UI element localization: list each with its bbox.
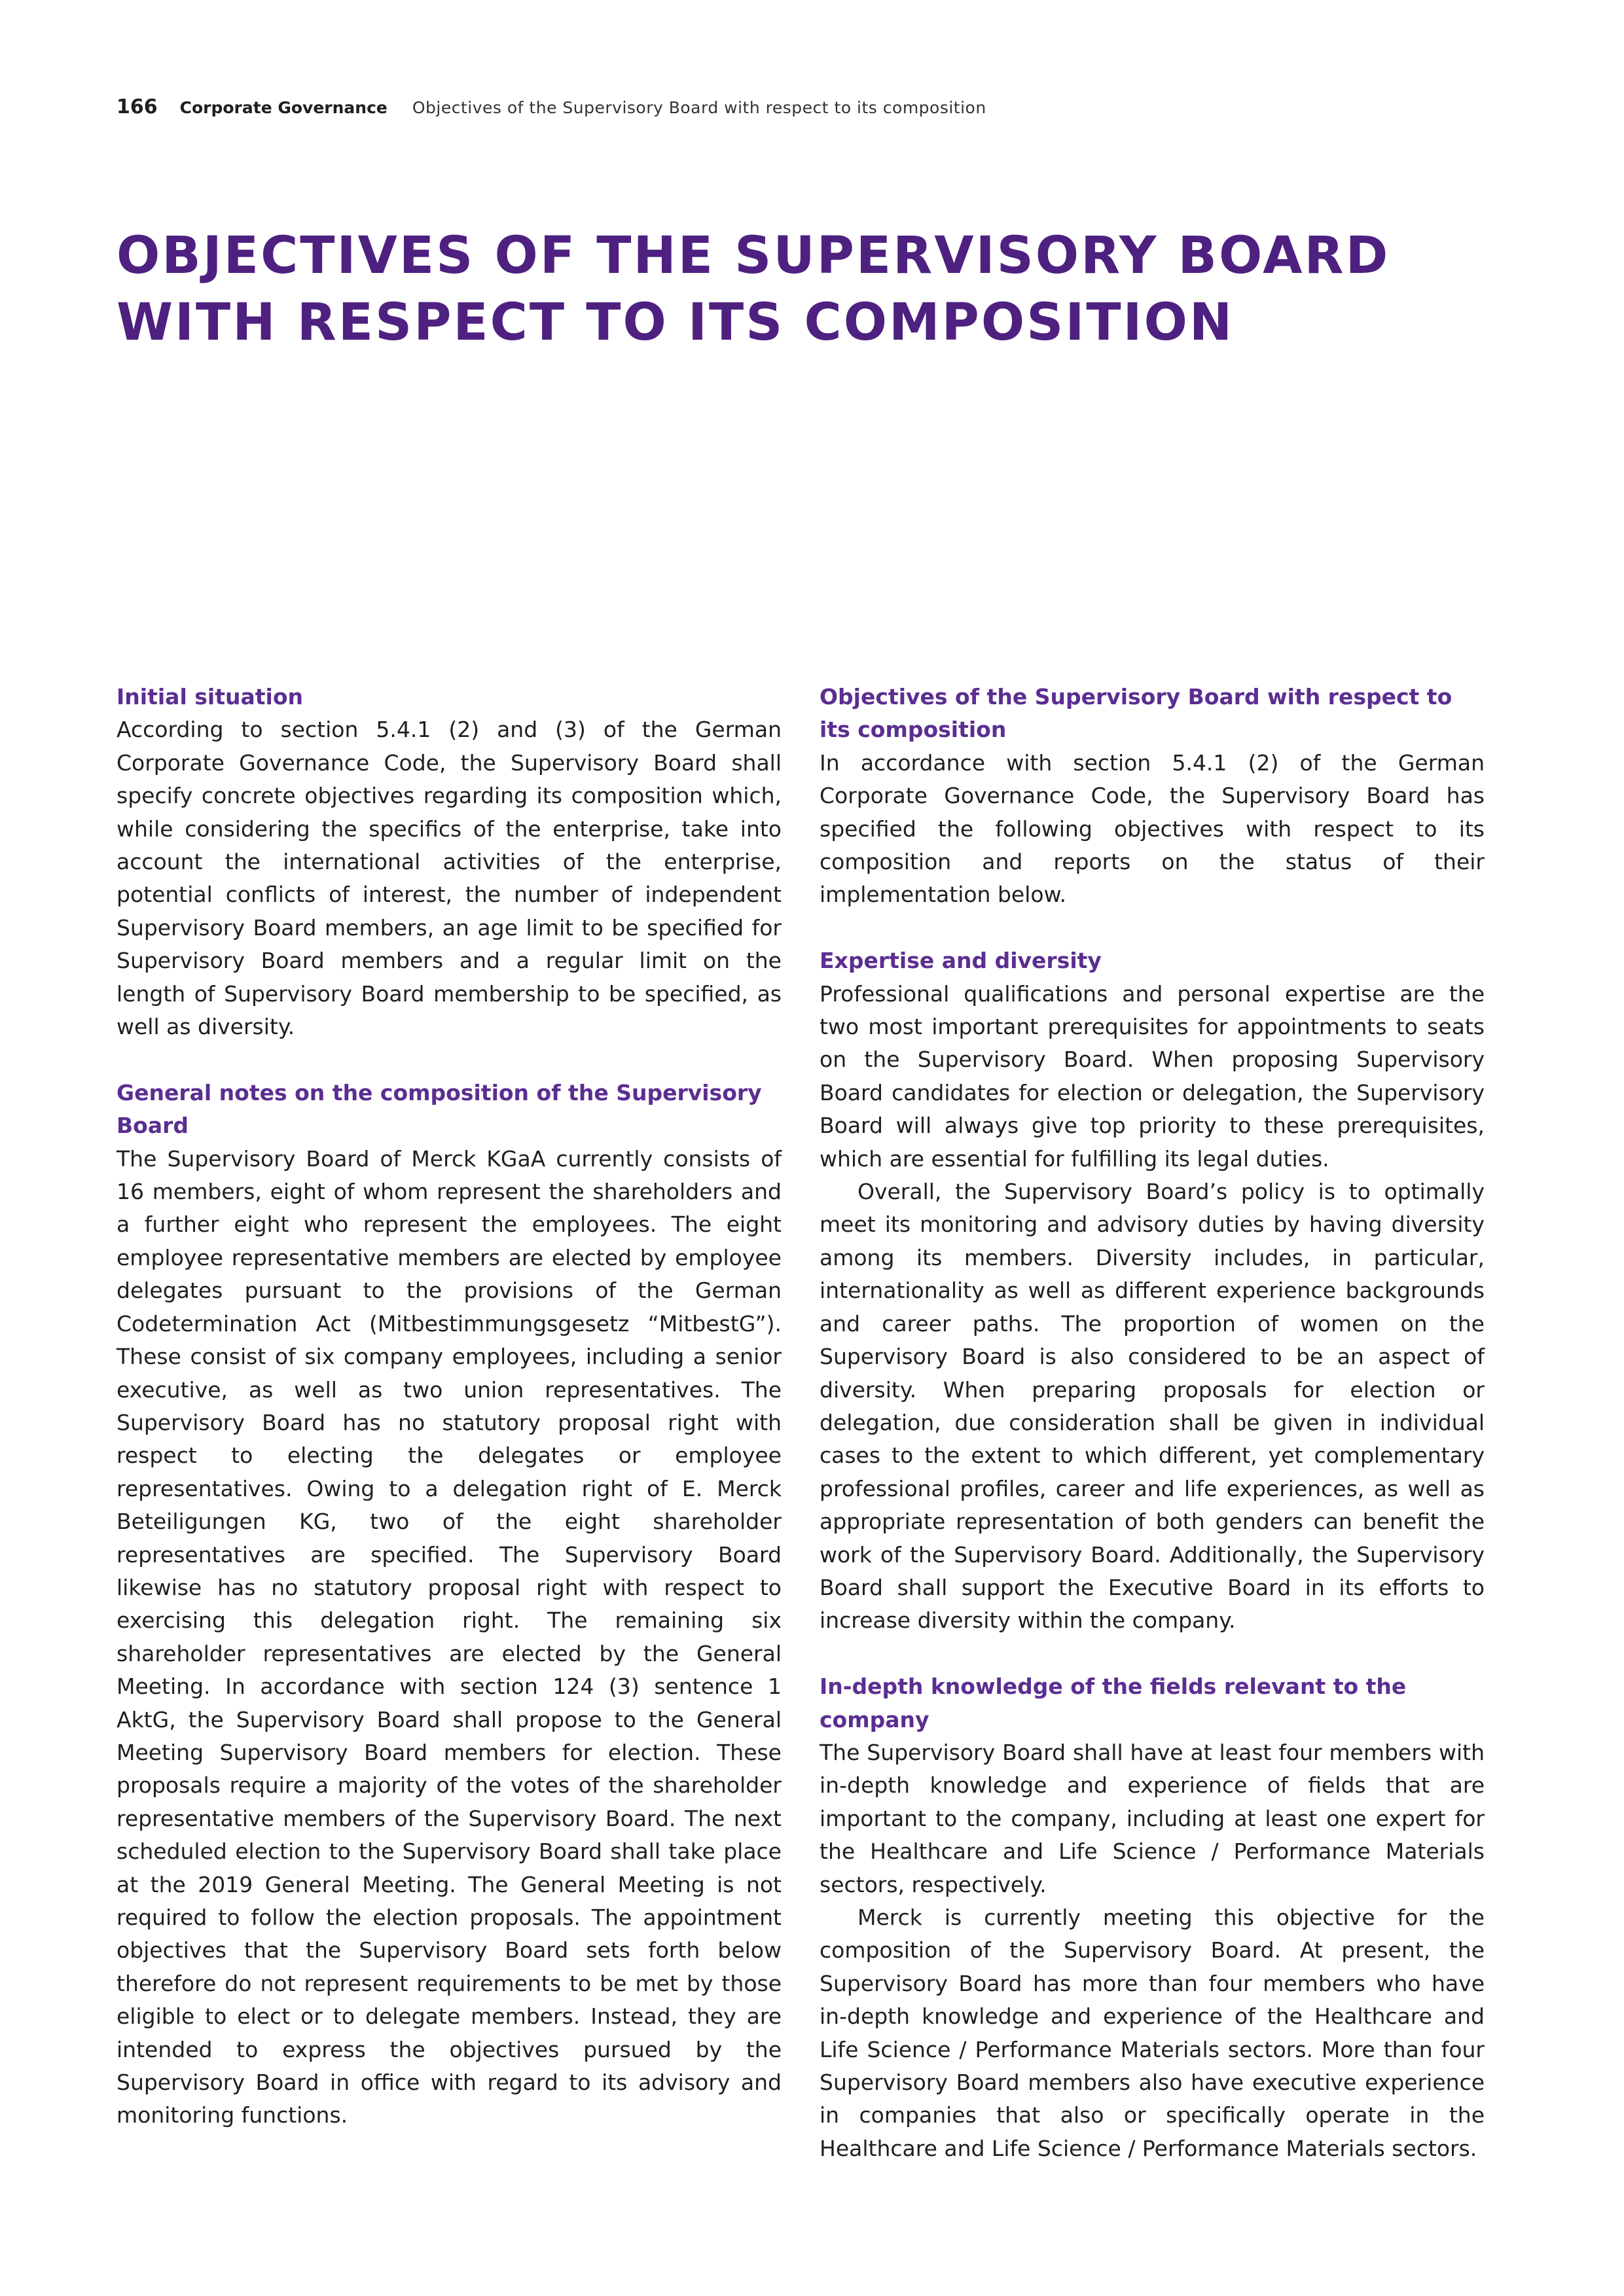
heading-objectives: Objectives of the Supervisory Board with respect to its composition xyxy=(820,684,1453,743)
heading-initial-situation: Initial situation xyxy=(117,684,303,709)
spacer xyxy=(820,912,1485,944)
spacer xyxy=(820,1638,1485,1670)
paragraph-expertise: Professional qualifications and personal expertise are the two most important prerequisites for appointments to seats on the Supervisory Board. When proposing Supervisory Board candidates for election or delegation, the Supervisory Board will always give top priority to these prerequisites, which are essential for fulfilling its legal duties. xyxy=(820,980,1485,1172)
section-topic: Objectives of the Supervisory Board with respect to its composition xyxy=(412,98,986,117)
paragraph-initial-situation: According to section 5.4.1 (2) and (3) of the German Corporate Governance Code, the Supervisory Board shall specify concrete objectives regarding its composition which, while considering the specifics of the enterprise, take into account the international activities of the enterprise, potential conflicts of interest, the number of independent Supervisory Board members, an age limit to be specified for Supervisory Board members and a regular limit on the length of Supervisory Board membership to be specified, as well as diversity. xyxy=(117,717,782,1040)
right-column xyxy=(820,681,1485,2165)
paragraph-knowledge-status: Merck is currently meeting this objective for the composition of the Supervisory Board. At present, the Supervisory Board has more than four members who have in-depth knowledge and experience of the Healthcare and Life Science / Performance Materials sectors. More than four Supervisory Board members also have executive experience in companies that also or specifically operate in the Healthcare and Life Science / Performance Materials sectors. xyxy=(820,1905,1485,2161)
spacer xyxy=(117,1043,782,1076)
paragraph-diversity: Overall, the Supervisory Board’s policy is to optimally meet its monitoring and advisory duties by having diversity among its members. Diversity includes, in particular, internationality as well as different experience backgrounds and career paths. The proportion of women on the Supervisory Board is also considered to be an aspect of diversity. When preparing proposals for election or delegation, due consideration shall be given in individual cases to the extent to which different, yet complementary professional profiles, career and life experiences, as well as appropriate representation of both genders can benefit the work of the Supervisory Board. Additionally, the Supervisory Board shall support the Executive Board in its efforts to increase diversity within the company. xyxy=(820,1179,1485,1634)
left-column xyxy=(117,681,782,2132)
page-title: OBJECTIVES OF THE SUPERVISORY BOARD WITH RESPECT TO ITS COMPOSITION xyxy=(117,226,1390,352)
paragraph-general-notes: The Supervisory Board of Merck KGaA currently consists of 16 members, eight of whom represent the shareholders and a further eight who represent the employees. The eight employee representative members are elected by employee delegates pursuant to the provisions of the German Codetermination Act (Mitbestimmungsgesetz “MitbestG”). These consist of six company employees, including a senior executive, as well as two union representatives. The Supervisory Board has no statutory proposal right with respect to electing the delegates or employee representatives. Owing to a delegation right of E. Merck Beteiligungen KG, two of the eight shareholder representatives are specified. The Supervisory Board likewise has no statutory proposal right with respect to exercising this delegation right. The remaining six shareholder representatives are elected by the General Meeting. In accordance with section 124 (3) sentence 1 AktG, the Supervisory Board shall propose to the General Meeting Supervisory Board members for election. These proposals require a majority of the votes of the shareholder representative members of the Supervisory Board. The next scheduled election to the Supervisory Board shall take place at the 2019 General Meeting. The General Meeting is not required to follow the election proposals. The appointment objectives that the Supervisory Board sets forth below therefore do not represent requirements to be met by those eligible to elect or to delegate members. Instead, they are intended to express the objectives pursued by the Supervisory Board in office with regard to its advisory and monitoring functions. xyxy=(117,1145,782,2128)
section-name: Corporate Governance xyxy=(179,98,388,117)
paragraph-objectives: In accordance with section 5.4.1 (2) of the German Corporate Governance Code, the Supervisory Board has specified the following objectives with respect to its composition and reports on the status of their implementation below. xyxy=(820,749,1485,908)
paragraph-knowledge: The Supervisory Board shall have at least four members with in-depth knowledge and experience of fields that are important to the company, including at least one expert for the Healthcare and Life Science / Performance Materials sectors, respectively. xyxy=(820,1739,1485,1897)
page-number: 166 xyxy=(117,96,158,118)
heading-expertise: Expertise and diversity xyxy=(820,948,1102,974)
running-header xyxy=(117,96,986,118)
heading-knowledge: In-depth knowledge of the fields relevant to the company xyxy=(820,1674,1407,1732)
heading-general-notes: General notes on the composition of the Supervisory Board xyxy=(117,1079,762,1139)
